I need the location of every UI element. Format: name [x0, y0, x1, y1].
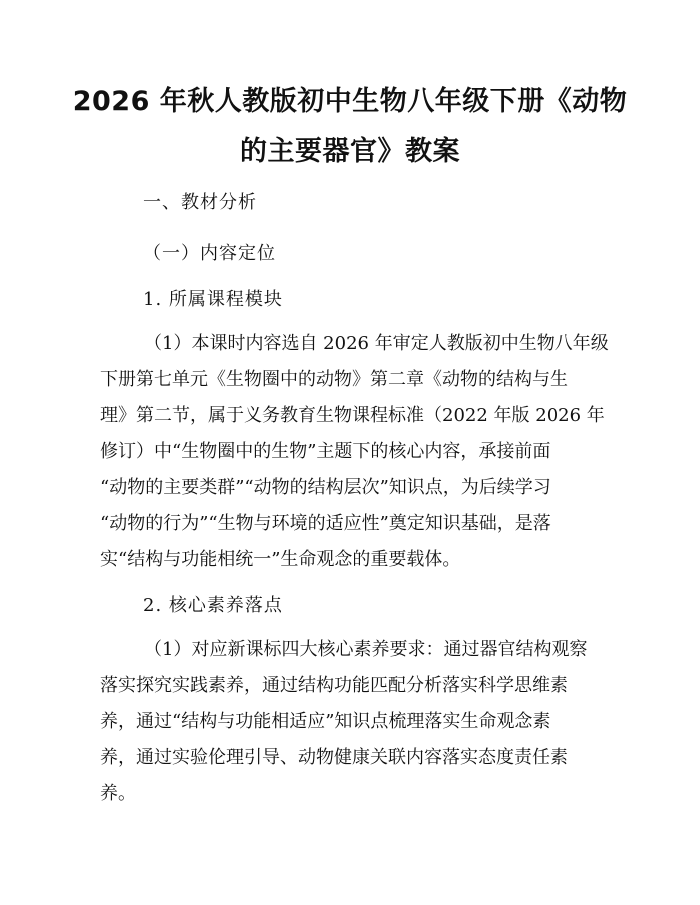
section-heading-materials-analysis: 一、教材分析 [143, 192, 257, 213]
item-heading-course-module: 1. 所属课程模块 [143, 289, 283, 310]
paragraph-line: 理》第二节，属于义务教育生物课程标准（2022 年版 2026 年 [100, 405, 605, 426]
paragraph-line: 实“结构与功能相统一”生命观念的重要载体。 [100, 549, 461, 570]
paragraph-line: 养。 [100, 783, 136, 804]
paragraph-line: 下册第七单元《生物圈中的动物》第二章《动物的结构与生 [100, 369, 568, 390]
paragraph-line: 养，通过实验伦理引导、动物健康关联内容落实态度责任素 [100, 747, 568, 768]
paragraph-line: 落实探究实践素养，通过结构功能匹配分析落实科学思维素 [100, 675, 568, 696]
subsection-heading-content-positioning: （一）内容定位 [143, 243, 276, 264]
paragraph-line: 养，通过“结构与功能相适应”知识点梳理落实生命观念素 [100, 711, 551, 732]
item-heading-core-literacy: 2. 核心素养落点 [143, 595, 283, 616]
title-line-2: 的主要器官》教案 [240, 136, 460, 167]
title-line-1: 2026 年秋人教版初中生物八年级下册《动物 [72, 86, 628, 117]
paragraph-line: （1）本课时内容选自 2026 年审定人教版初中生物八年级 [144, 333, 609, 354]
paragraph-line: （1）对应新课标四大核心素养要求：通过器官结构观察 [144, 639, 588, 660]
paragraph-core-literacy [100, 632, 620, 812]
paragraph-line: “动物的主要类群”“动物的结构层次”知识点，为后续学习 [100, 477, 551, 498]
paragraph-line: “动物的行为”“生物与环境的适应性”奠定知识基础，是落 [100, 513, 551, 534]
paragraph-line: 修订）中“生物圈中的生物”主题下的核心内容，承接前面 [100, 441, 551, 462]
paragraph-course-module [100, 326, 620, 578]
